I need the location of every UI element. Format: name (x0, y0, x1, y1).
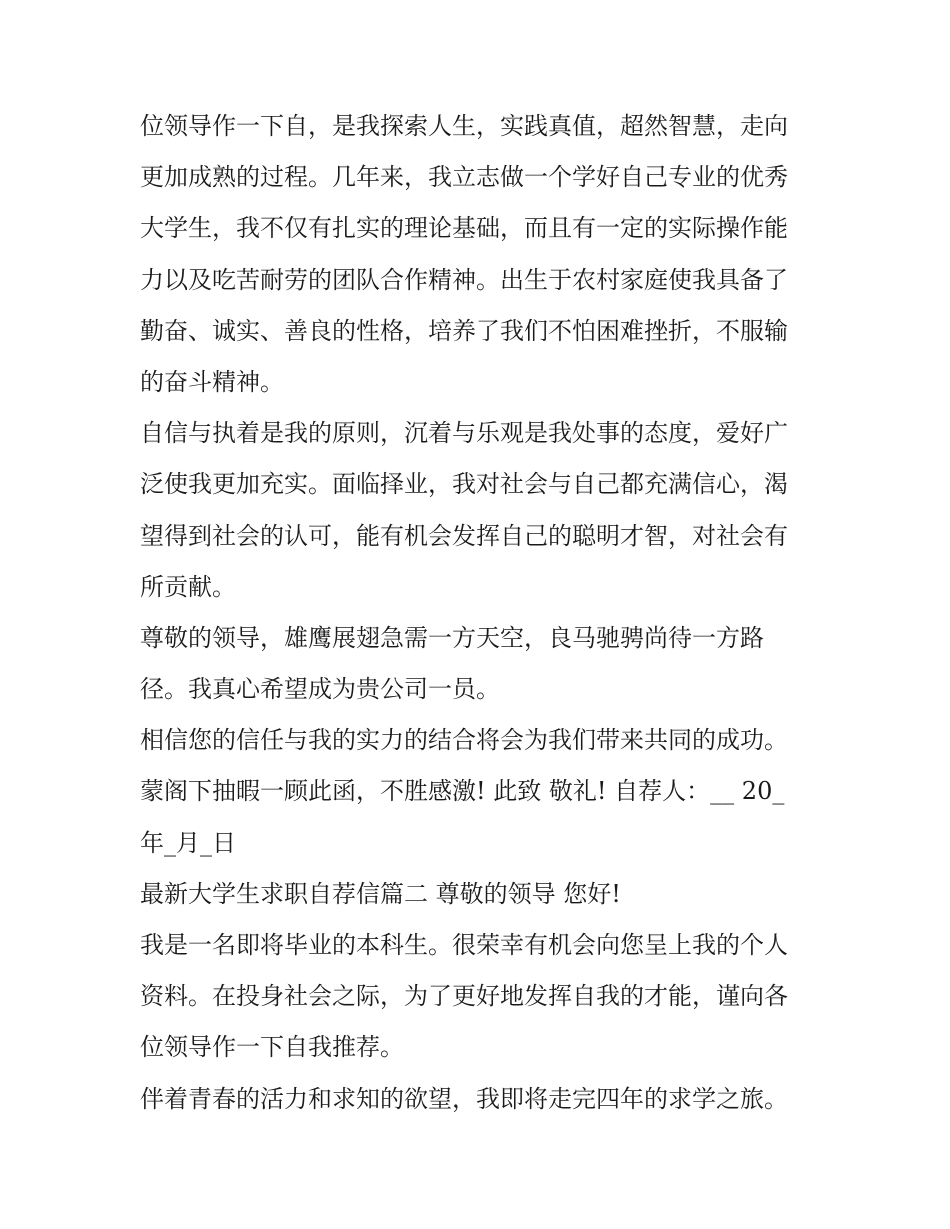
text-line: 尊敬的领导，雄鹰展翅急需一方天空，良马驰骋尚待一方路 (140, 623, 764, 652)
text-line: 位领导作一下自，是我探索人生，实践真值，超然智慧，走向 (140, 112, 788, 140)
text-line: 相信您的信任与我的实力的结合将会为我们带来共同的成功。 (140, 726, 788, 755)
text-line: 望得到社会的认可，能有机会发挥自己的聪明才智，对社会有 (140, 521, 788, 550)
text-line: 径。我真心希望成为贵公司一员。 (140, 675, 500, 704)
text-line: 力以及吃苦耐劳的团队合作精神。出生于农村家庭使我具备了 (140, 265, 788, 294)
document-body (140, 101, 820, 1125)
text-line: 资料。在投身社会之际，为了更好地发挥自我的才能，谨向各 (140, 982, 788, 1011)
text-line: 大学生，我不仅有扎实的理论基础，而且有一定的实际操作能 (140, 214, 788, 243)
text-line: 蒙阁下抽暇一顾此函，不胜感激! 此致 敬礼! 自荐人：__ 20_ (140, 777, 785, 806)
text-line: 所贡献。 (140, 572, 236, 601)
text-line: 伴着青春的活力和求知的欲望，我即将走完四年的求学之旅。 (140, 1084, 788, 1113)
text-line: 自信与执着是我的原则，沉着与乐观是我处事的态度，爱好广 (140, 419, 788, 448)
text-line: 泛使我更加充实。面临择业，我对社会与自己都充满信心，渴 (140, 470, 788, 499)
text-line: 位领导作一下自我推荐。 (140, 1033, 404, 1062)
text-line: 更加成熟的过程。几年来，我立志做一个学好自己专业的优秀 (140, 163, 788, 192)
text-line: 勤奋、诚实、善良的性格，培养了我们不怕困难挫折，不服输 (140, 316, 788, 345)
text-line: 我是一名即将毕业的本科生。很荣幸有机会向您呈上我的个人 (140, 931, 788, 959)
text-line: 的奋斗精神。 (140, 367, 284, 396)
text-line: 最新大学生求职自荐信篇二 尊敬的领导 您好! (140, 879, 621, 908)
text-line: 年_月_日 (140, 828, 236, 857)
